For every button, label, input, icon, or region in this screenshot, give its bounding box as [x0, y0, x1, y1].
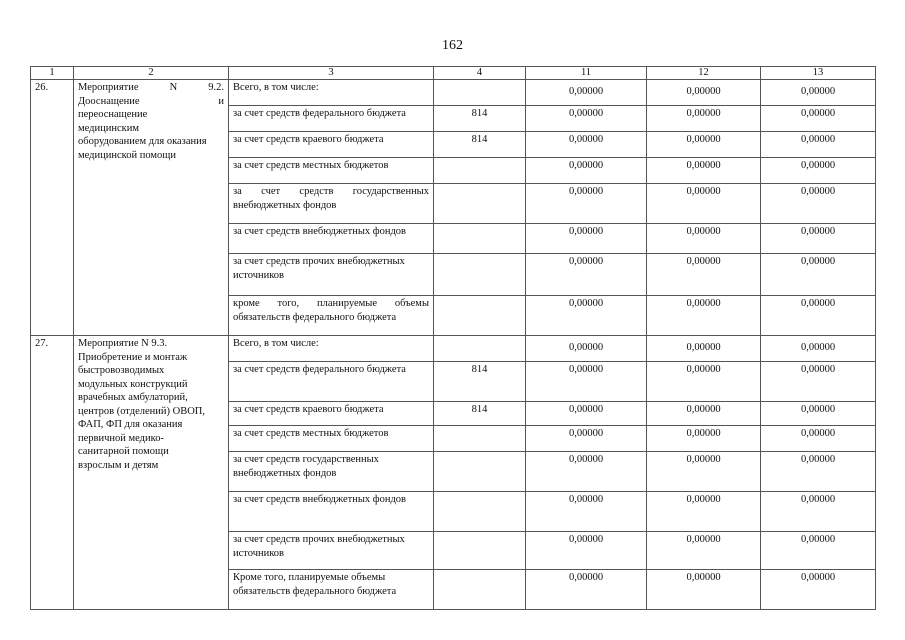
measure-description-line: первичной медико-: [78, 432, 164, 444]
budget-code: [434, 296, 526, 336]
value-col-13: 0,00000: [761, 336, 876, 362]
measure-description-line: взрослым и детям: [78, 459, 159, 471]
budget-code: [434, 532, 526, 570]
funding-source: за счет средств краевого бюджета: [229, 402, 434, 426]
value-col-11: 0,00000: [526, 106, 647, 132]
measure-description-line: врачебных амбулаторий,: [78, 392, 188, 403]
funding-source: за счет средств федерального бюджета: [229, 362, 434, 402]
measure-description-line: Мероприятие N 9.3.: [78, 338, 168, 349]
value-col-13: 0,00000: [761, 492, 876, 532]
value-col-12: 0,00000: [647, 224, 761, 254]
value-col-11: 0,00000: [526, 532, 647, 570]
value-col-11: 0,00000: [526, 80, 647, 106]
value-col-12: 0,00000: [647, 532, 761, 570]
row-number: 26.: [31, 80, 74, 336]
value-col-13: 0,00000: [761, 80, 876, 106]
measure-description-line: центров (отделений) ОВОП,: [78, 405, 206, 417]
budget-code: [434, 80, 526, 106]
value-col-12: 0,00000: [647, 184, 761, 224]
funding-source: за счет средств местных бюджетов: [229, 426, 434, 452]
funding-source: за счет средств внебюджетных фондов: [229, 224, 434, 254]
value-col-12: 0,00000: [647, 106, 761, 132]
measure-description-line: Приобретение и монтаж: [78, 351, 188, 363]
funding-source: Всего, в том числе:: [229, 336, 434, 362]
column-header-4: 4: [434, 67, 526, 80]
table-row: [31, 336, 876, 362]
budget-code: 814: [434, 106, 526, 132]
value-col-11: 0,00000: [526, 184, 647, 224]
value-col-13: 0,00000: [761, 402, 876, 426]
value-col-13: 0,00000: [761, 132, 876, 158]
value-col-11: 0,00000: [526, 296, 647, 336]
value-col-13: 0,00000: [761, 296, 876, 336]
value-col-11: 0,00000: [526, 570, 647, 610]
table-row: [31, 80, 876, 106]
table-body: [31, 80, 876, 610]
measure-description-line: санитарной помощи: [78, 446, 169, 457]
value-col-12: 0,00000: [647, 158, 761, 184]
budget-code: [434, 570, 526, 610]
value-col-12: 0,00000: [647, 492, 761, 532]
row-number: 27.: [31, 336, 74, 610]
value-col-11: 0,00000: [526, 158, 647, 184]
measure-description-line: ФАП, ФП для оказания: [78, 419, 183, 430]
value-col-12: 0,00000: [647, 254, 761, 296]
budget-code: 814: [434, 132, 526, 158]
value-col-13: 0,00000: [761, 184, 876, 224]
funding-source: Всего, в том числе:: [229, 80, 434, 106]
budget-code: [434, 452, 526, 492]
value-col-12: 0,00000: [647, 402, 761, 426]
funding-source: за счет средств краевого бюджета: [229, 132, 434, 158]
value-col-13: 0,00000: [761, 532, 876, 570]
funding-source: за счет средств государственных внебюджетных фондов: [229, 452, 434, 492]
funding-source: за счет средств внебюджетных фондов: [229, 492, 434, 532]
measure-description-line: Мероприятие N 9.2.: [78, 82, 224, 93]
value-col-12: 0,00000: [647, 296, 761, 336]
budget-code: 814: [434, 362, 526, 402]
value-col-13: 0,00000: [761, 452, 876, 492]
budget-table: [30, 66, 876, 610]
budget-code: 814: [434, 402, 526, 426]
value-col-12: 0,00000: [647, 132, 761, 158]
funding-source: Кроме того, планируемые объемы обязательств федерального бюджета: [229, 570, 434, 610]
value-col-11: 0,00000: [526, 336, 647, 362]
value-col-12: 0,00000: [647, 426, 761, 452]
value-col-13: 0,00000: [761, 106, 876, 132]
value-col-13: 0,00000: [761, 570, 876, 610]
header-row: [31, 67, 876, 80]
measure-description-line: переоснащение: [78, 109, 148, 120]
column-header-2: 2: [74, 67, 229, 80]
measure-description-line: Дооснащение и: [78, 95, 224, 107]
funding-source: за счет средств федерального бюджета: [229, 106, 434, 132]
funding-source: за счет средств прочих внебюджетных источников: [229, 532, 434, 570]
value-col-11: 0,00000: [526, 452, 647, 492]
value-col-13: 0,00000: [761, 224, 876, 254]
value-col-12: 0,00000: [647, 570, 761, 610]
funding-source: кроме того, планируемые объемы обязательств федерального бюджета: [229, 296, 434, 336]
measure-description-line: модульных конструкций: [78, 378, 188, 390]
measure-description-line: быстровозводимых: [78, 365, 165, 376]
value-col-13: 0,00000: [761, 254, 876, 296]
value-col-11: 0,00000: [526, 426, 647, 452]
value-col-13: 0,00000: [761, 158, 876, 184]
measure-description: [74, 80, 229, 336]
budget-code: [434, 492, 526, 532]
budget-code: [434, 158, 526, 184]
budget-code: [434, 184, 526, 224]
page-number: 162: [442, 38, 463, 53]
column-header-13: 13: [761, 67, 876, 80]
measure-description-line: медицинским: [78, 122, 140, 134]
value-col-11: 0,00000: [526, 362, 647, 402]
column-header-12: 12: [647, 67, 761, 80]
value-col-11: 0,00000: [526, 402, 647, 426]
value-col-11: 0,00000: [526, 254, 647, 296]
measure-description: [74, 336, 229, 610]
funding-source: за счет средств прочих внебюджетных источников: [229, 254, 434, 296]
value-col-12: 0,00000: [647, 80, 761, 106]
value-col-12: 0,00000: [647, 336, 761, 362]
budget-code: [434, 254, 526, 296]
budget-code: [434, 426, 526, 452]
value-col-11: 0,00000: [526, 492, 647, 532]
value-col-11: 0,00000: [526, 132, 647, 158]
budget-code: [434, 224, 526, 254]
column-header-3: 3: [229, 67, 434, 80]
funding-source: за счет средств местных бюджетов: [229, 158, 434, 184]
measure-description-line: медицинской помощи: [78, 149, 176, 161]
value-col-13: 0,00000: [761, 362, 876, 402]
value-col-12: 0,00000: [647, 452, 761, 492]
value-col-11: 0,00000: [526, 224, 647, 254]
value-col-12: 0,00000: [647, 362, 761, 402]
column-header-11: 11: [526, 67, 647, 80]
measure-description-line: оборудованием для оказания: [78, 136, 207, 147]
funding-source: за счет средств государственных внебюджетных фондов: [229, 184, 434, 224]
column-header-1: 1: [31, 67, 74, 80]
value-col-13: 0,00000: [761, 426, 876, 452]
budget-code: [434, 336, 526, 362]
